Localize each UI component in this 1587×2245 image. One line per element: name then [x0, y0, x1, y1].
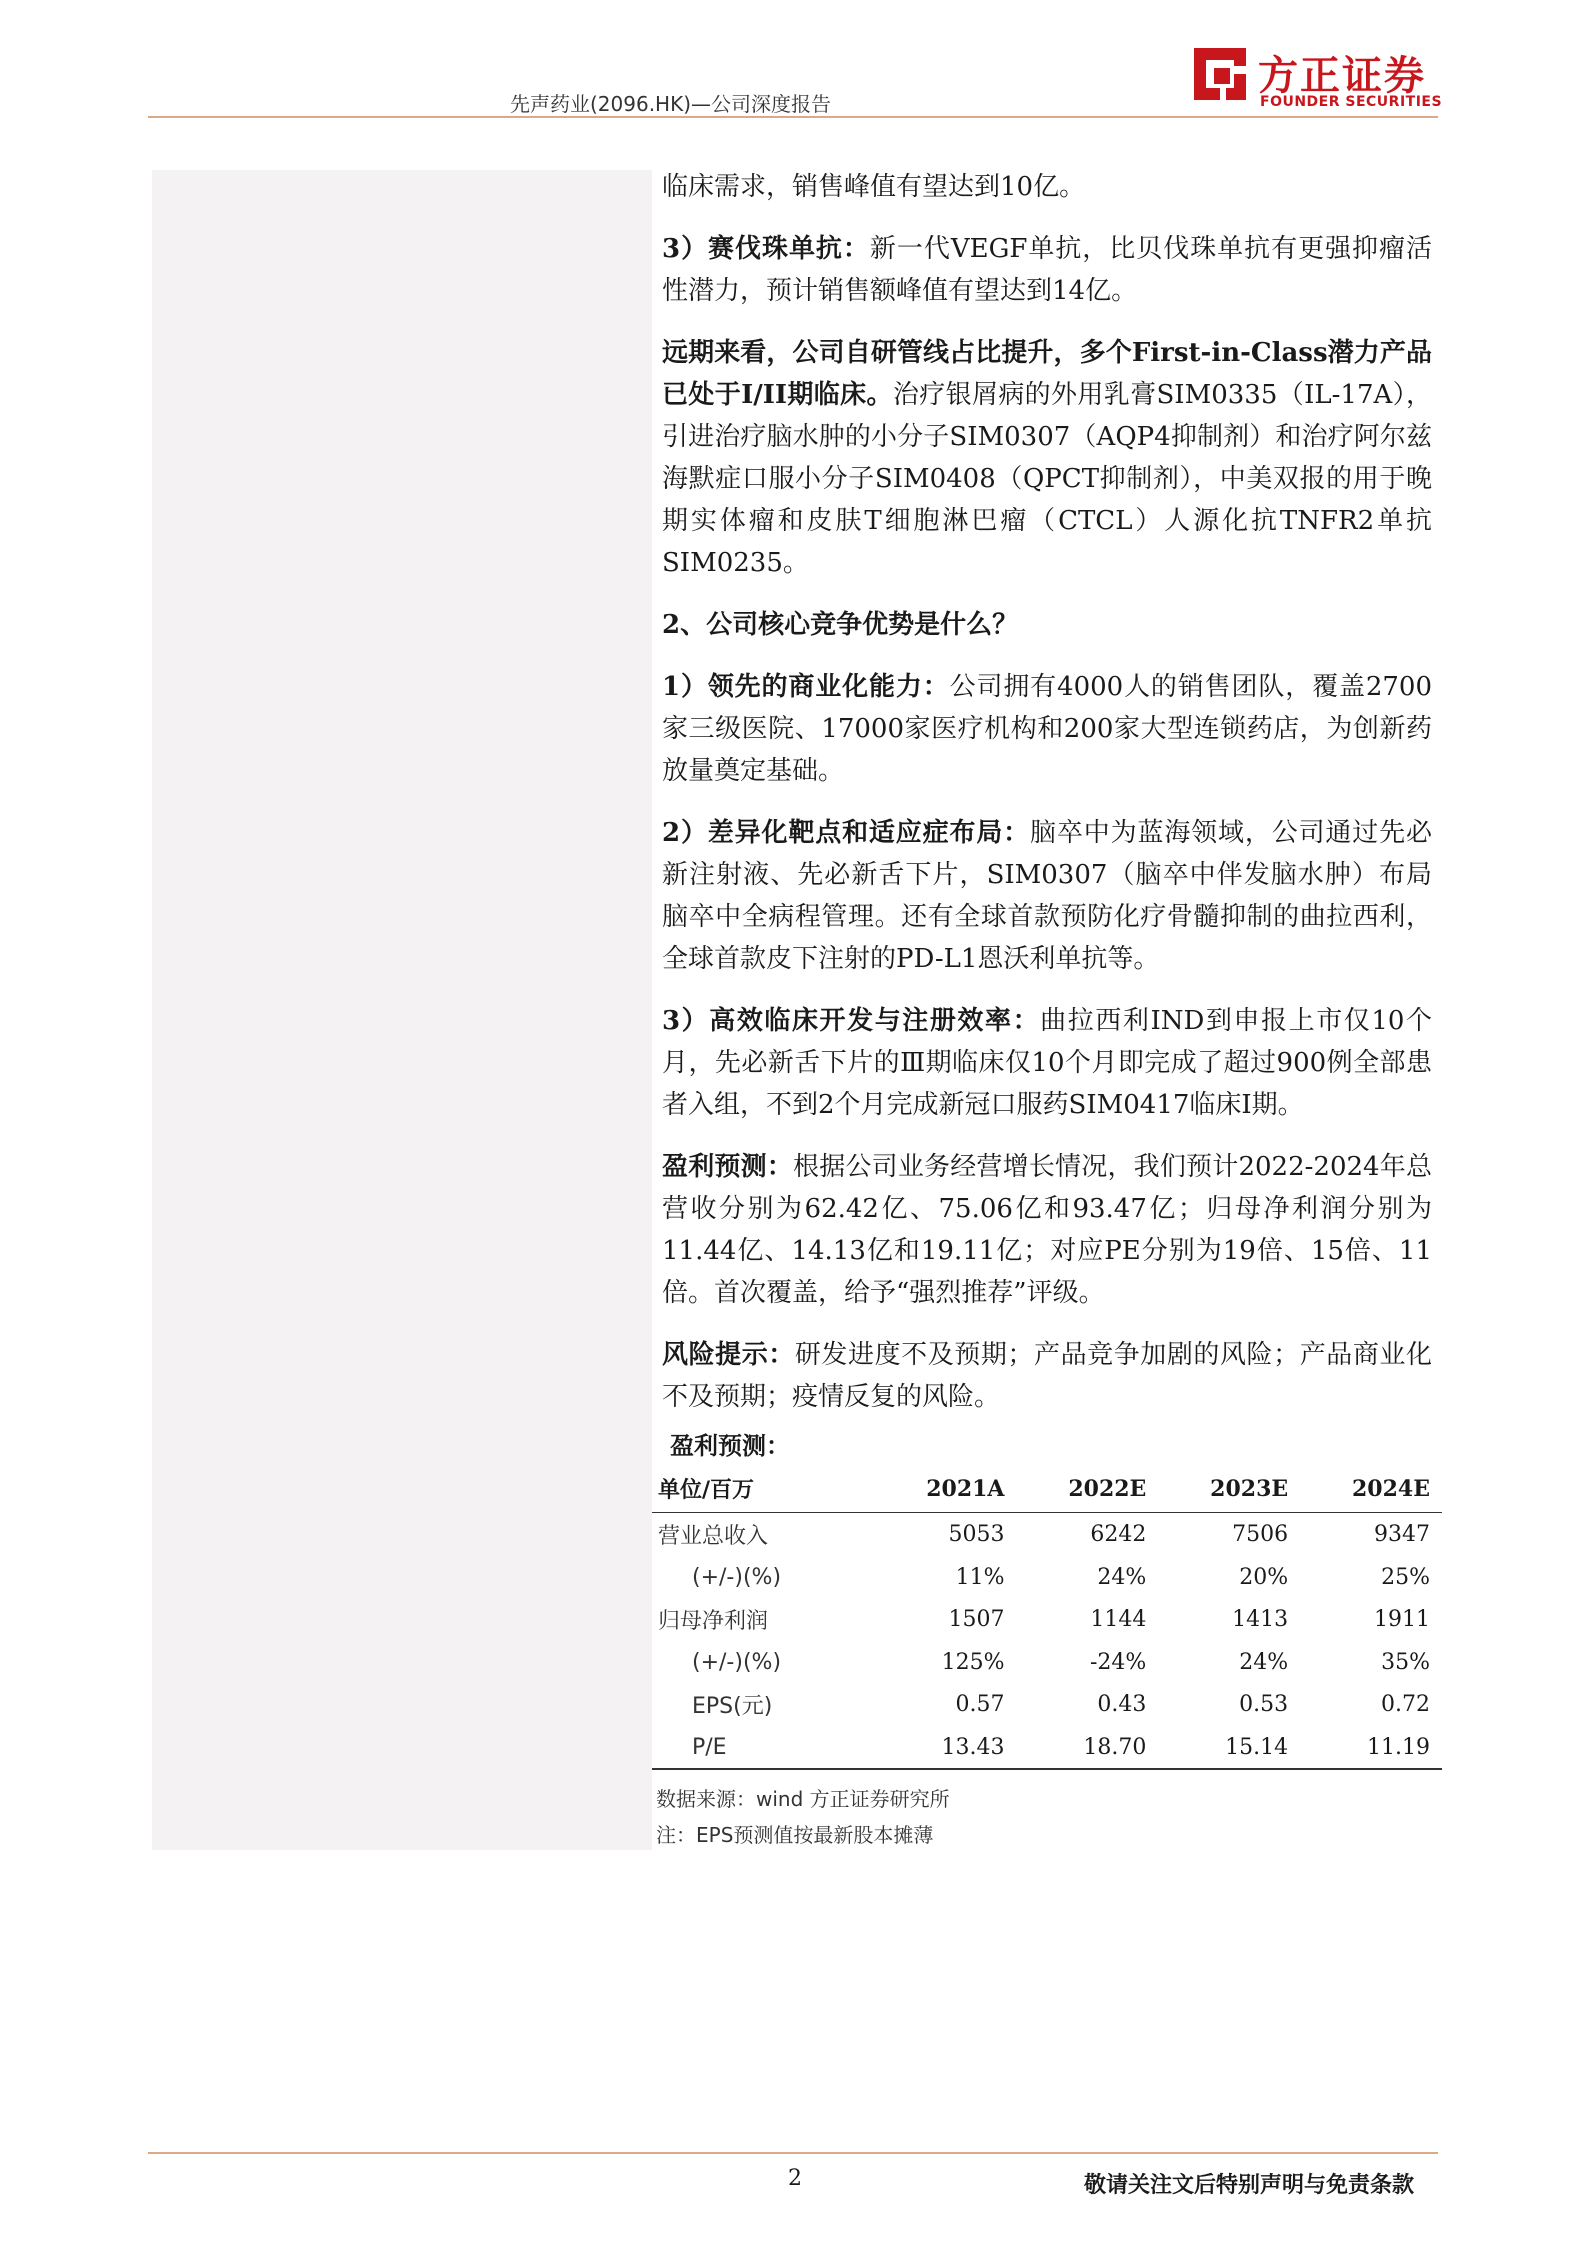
paragraph-forecast: 盈利预测：根据公司业务经营增长情况，我们预计2022-2024年总营收分别为62.42亿、75.06亿和93.47亿；归母净利润分别为11.44亿、14.13亿和19.11亿；对应PE分别为19倍、15倍、11倍。首次覆盖，给予“强烈推荐”评级。 [662, 1152, 1432, 1308]
logo-text-cn: 方正证券 [1258, 53, 1426, 99]
table-cell: 13.43 [874, 1726, 1016, 1769]
table-header-cell: 2023E [1158, 1465, 1300, 1513]
table-header-cell: 单位/百万 [652, 1465, 874, 1513]
table-cell: 0.43 [1097, 1692, 1147, 1717]
data-source-note: 数据来源：wind 方正证券研究所 [656, 1787, 950, 1811]
table-cell: 1413 [1232, 1607, 1289, 1632]
table-header-cell: 2024E [1300, 1465, 1442, 1513]
table-row [652, 1683, 1442, 1726]
row-label: P/E [652, 1726, 874, 1769]
paragraph-1: 临床需求，销售峰值有望达到10亿。 [662, 172, 1086, 202]
main-content [656, 166, 1433, 1850]
header-title: 先声药业(2096.HK)—公司深度报告 [510, 92, 832, 116]
table-cell: 20% [1239, 1564, 1289, 1590]
logo-text-en: FOUNDER SECURITIES [1260, 94, 1443, 110]
forecast-table [652, 1465, 1442, 1770]
table-cell: 125% [941, 1649, 1005, 1675]
table-cell: 15.14 [1158, 1726, 1300, 1769]
eps-note: 注：EPS预测值按最新股本摊薄 [656, 1823, 934, 1847]
table-cell: 18.70 [1017, 1726, 1159, 1769]
disclaimer-text: 敬请关注文后特别声明与免责条款 [1084, 2173, 1415, 2198]
row-label: (+/-)(%) [692, 1564, 782, 1590]
table-cell: 1144 [1090, 1607, 1147, 1632]
table-row [652, 1513, 1442, 1557]
header-divider [148, 116, 1438, 118]
table-cell: 11% [955, 1564, 1005, 1590]
row-label: 营业总收入 [658, 1524, 769, 1549]
page-number: 2 [788, 2166, 802, 2191]
row-label: (+/-)(%) [692, 1649, 782, 1675]
paragraph-risk: 风险提示：研发进度不及预期；产品竞争加剧的风险；产品商业化不及预期；疫情反复的风险。 [662, 1340, 1432, 1412]
table-cell: 11.19 [1300, 1726, 1442, 1769]
table-cell: 9347 [1374, 1522, 1430, 1547]
table-cell: 0.53 [1239, 1692, 1289, 1717]
table-cell: 25% [1381, 1564, 1430, 1590]
row-label: 归母净利润 [658, 1609, 769, 1634]
paragraph-pipeline: 远期来看，公司自研管线占比提升，多个First-in-Class潜力产品已处于I/II期临床。治疗银屑病的外用乳膏SIM0335（IL-17A），引进治疗脑水肿的小分子SIM0307（AQP4抑制剂）和治疗阿尔兹海默症口服小分子SIM0408（QPCT抑制剂），中美双报的用于晚期实体瘤和皮肤T细胞淋巴瘤（CTCL）人源化抗TNFR2单抗SIM0235。 [662, 338, 1432, 578]
section-heading-advantages: 2、公司核心竞争优势是什么？ [662, 610, 1019, 640]
table-cell: -24% [1089, 1649, 1147, 1675]
table-row [652, 1726, 1442, 1769]
table-cell: 1507 [948, 1607, 1005, 1632]
footer-divider [148, 2152, 1438, 2154]
table-cell: 5053 [948, 1522, 1005, 1547]
table-cell: 0.72 [1381, 1692, 1430, 1717]
table-caption: 盈利预测： [670, 1432, 790, 1460]
paragraph-commercial: 1）领先的商业化能力：公司拥有4000人的销售团队，覆盖2700家三级医院、17000家医疗机构和200家大型连锁药店，为创新药放量奠定基础。 [662, 672, 1433, 786]
table-header-row [652, 1465, 1442, 1513]
paragraph-clinical: 3）高效临床开发与注册效率：曲拉西利IND到申报上市仅10个月，先必新舌下片的Ⅲ期临床仅10个月即完成了超过900例全部患者入组，不到2个月完成新冠口服药SIM0417临床I期。 [662, 1006, 1433, 1120]
left-sidebar-panel [152, 170, 652, 1850]
table-cell: 24% [1097, 1564, 1147, 1590]
table-cell: 0.57 [955, 1692, 1005, 1717]
paragraph-sevacizumab: 3）赛伐珠单抗：新一代VEGF单抗，比贝伐珠单抗有更强抑瘤活性潜力，预计销售额峰值有望达到14亿。 [662, 234, 1432, 306]
row-label: EPS(元) [692, 1694, 773, 1719]
founder-logo [1190, 44, 1450, 114]
table-header-cell: 2021A [874, 1465, 1016, 1513]
founder-logo-icon [1190, 44, 1250, 104]
table-cell: 35% [1381, 1649, 1430, 1675]
table-cell: 1911 [1374, 1607, 1430, 1632]
table-row [652, 1598, 1442, 1641]
table-row [652, 1641, 1442, 1683]
table-cell: 6242 [1090, 1522, 1147, 1547]
table-cell: 24% [1239, 1649, 1289, 1675]
table-header-cell: 2022E [1017, 1465, 1159, 1513]
table-row [652, 1556, 1442, 1598]
paragraph-targets: 2）差异化靶点和适应症布局：脑卒中为蓝海领域，公司通过先必新注射液、先必新舌下片，SIM0307（脑卒中伴发脑水肿）布局脑卒中全病程管理。还有全球首款预防化疗骨髓抑制的曲拉西利，全球首款皮下注射的PD-L1恩沃利单抗等。 [662, 818, 1432, 974]
table-cell: 7506 [1232, 1522, 1289, 1547]
